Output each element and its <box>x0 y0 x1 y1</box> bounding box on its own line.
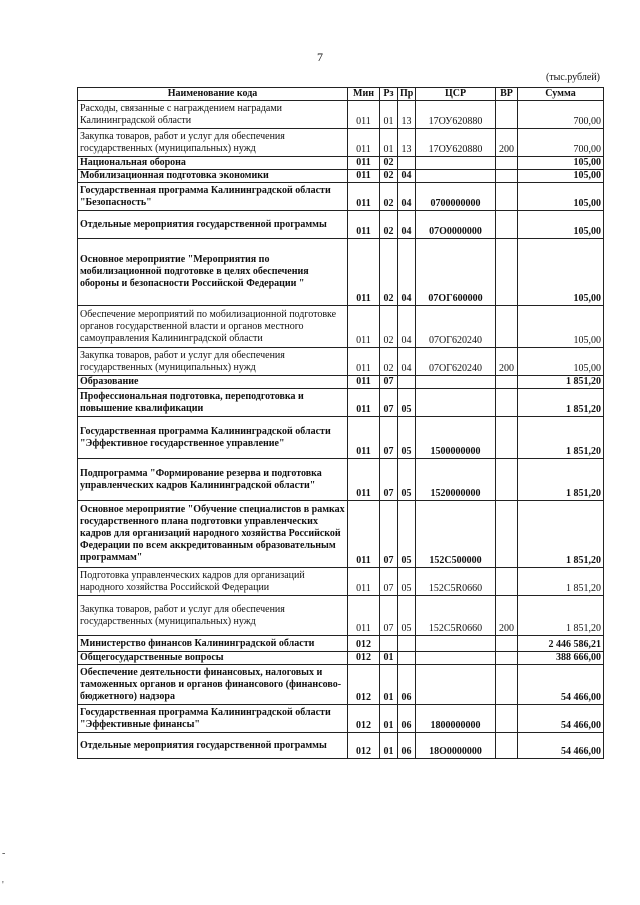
cell-csr: 07ОГ600000 <box>416 239 496 306</box>
cell-vr <box>496 306 518 348</box>
cell-name: Обеспечение мероприятий по мобилизационной подготовке органов государственной власти и органов местного самоуправления Калининградской области <box>78 306 348 348</box>
cell-name: Образование <box>78 376 348 389</box>
cell-sum: 700,00 <box>518 129 604 157</box>
cell-vr <box>496 101 518 129</box>
cell-pr <box>398 376 416 389</box>
cell-pr: 05 <box>398 568 416 596</box>
header-min: Мин <box>348 88 380 101</box>
cell-vr <box>496 568 518 596</box>
cell-rz: 01 <box>380 705 398 733</box>
cell-min: 011 <box>348 101 380 129</box>
cell-min: 012 <box>348 665 380 705</box>
cell-name: Государственная программа Калининградской области "Безопасность" <box>78 183 348 211</box>
table-row <box>78 417 604 459</box>
cell-vr <box>496 705 518 733</box>
cell-vr <box>496 636 518 652</box>
cell-csr: 1800000000 <box>416 705 496 733</box>
table-row <box>78 665 604 705</box>
cell-rz: 02 <box>380 183 398 211</box>
cell-vr: 200 <box>496 596 518 636</box>
cell-sum: 700,00 <box>518 101 604 129</box>
margin-mark: ' <box>2 880 4 891</box>
table-header-row <box>78 88 604 101</box>
cell-name: Основное мероприятие "Мероприятия по мобилизационной подготовке в целях обеспечения обороны и безопасности Российской Федерации " <box>78 239 348 306</box>
cell-pr: 05 <box>398 459 416 501</box>
table-row <box>78 239 604 306</box>
cell-rz: 02 <box>380 306 398 348</box>
table-row <box>78 170 604 183</box>
cell-csr: 0700000000 <box>416 183 496 211</box>
cell-vr: 200 <box>496 348 518 376</box>
cell-pr: 04 <box>398 348 416 376</box>
cell-sum: 388 666,00 <box>518 652 604 665</box>
cell-name: Подготовка управленческих кадров для организаций народного хозяйства Российской Федерации <box>78 568 348 596</box>
cell-min: 011 <box>348 459 380 501</box>
margin-mark: - <box>2 848 6 859</box>
cell-sum: 1 851,20 <box>518 596 604 636</box>
table-row <box>78 705 604 733</box>
table-row <box>78 636 604 652</box>
cell-vr <box>496 170 518 183</box>
cell-name: Министерство финансов Калининградской области <box>78 636 348 652</box>
cell-name: Мобилизационная подготовка экономики <box>78 170 348 183</box>
cell-sum: 54 466,00 <box>518 733 604 759</box>
table-row <box>78 306 604 348</box>
cell-pr: 04 <box>398 211 416 239</box>
cell-name: Профессиональная подготовка, переподготовка и повышение квалификации <box>78 389 348 417</box>
cell-sum: 105,00 <box>518 306 604 348</box>
cell-pr: 04 <box>398 170 416 183</box>
cell-rz: 02 <box>380 211 398 239</box>
cell-pr: 05 <box>398 596 416 636</box>
cell-pr: 06 <box>398 705 416 733</box>
cell-min: 011 <box>348 211 380 239</box>
cell-min: 011 <box>348 568 380 596</box>
cell-name: Закупка товаров, работ и услуг для обеспечения государственных (муниципальных) нужд <box>78 129 348 157</box>
cell-name: Государственная программа Калининградской области "Эффективное государственное управление" <box>78 417 348 459</box>
table-row <box>78 211 604 239</box>
cell-sum: 105,00 <box>518 211 604 239</box>
table-row <box>78 568 604 596</box>
cell-vr <box>496 157 518 170</box>
cell-sum: 1 851,20 <box>518 568 604 596</box>
cell-pr: 13 <box>398 129 416 157</box>
cell-csr: 07О0000000 <box>416 211 496 239</box>
cell-rz: 01 <box>380 665 398 705</box>
cell-vr: 200 <box>496 129 518 157</box>
cell-csr <box>416 389 496 417</box>
cell-sum: 105,00 <box>518 348 604 376</box>
cell-rz: 07 <box>380 459 398 501</box>
cell-min: 011 <box>348 157 380 170</box>
cell-rz: 01 <box>380 652 398 665</box>
cell-rz: 07 <box>380 417 398 459</box>
cell-name: Закупка товаров, работ и услуг для обеспечения государственных (муниципальных) нужд <box>78 596 348 636</box>
cell-pr: 05 <box>398 389 416 417</box>
header-vr: ВР <box>496 88 518 101</box>
cell-pr: 04 <box>398 306 416 348</box>
cell-name: Отдельные мероприятия государственной программы <box>78 211 348 239</box>
table-row <box>78 348 604 376</box>
cell-min: 011 <box>348 596 380 636</box>
cell-rz: 07 <box>380 568 398 596</box>
cell-sum: 105,00 <box>518 239 604 306</box>
table-row <box>78 157 604 170</box>
cell-sum: 1 851,20 <box>518 459 604 501</box>
cell-vr <box>496 211 518 239</box>
cell-rz: 02 <box>380 239 398 306</box>
header-rz: Рз <box>380 88 398 101</box>
cell-csr <box>416 170 496 183</box>
cell-name: Расходы, связанные с награждением наградами Калининградской области <box>78 101 348 129</box>
cell-rz <box>380 636 398 652</box>
cell-min: 011 <box>348 239 380 306</box>
cell-name: Закупка товаров, работ и услуг для обеспечения государственных (муниципальных) нужд <box>78 348 348 376</box>
cell-sum: 1 851,20 <box>518 376 604 389</box>
cell-name: Отдельные мероприятия государственной программы <box>78 733 348 759</box>
cell-sum: 105,00 <box>518 170 604 183</box>
cell-csr: 1520000000 <box>416 459 496 501</box>
cell-min: 011 <box>348 306 380 348</box>
table-row <box>78 501 604 568</box>
cell-name: Обеспечение деятельности финансовых, налоговых и таможенных органов и органов финансового (финансово-бюджетного) надзора <box>78 665 348 705</box>
cell-min: 011 <box>348 417 380 459</box>
cell-vr <box>496 501 518 568</box>
cell-csr: 152С5R0660 <box>416 596 496 636</box>
cell-csr <box>416 157 496 170</box>
cell-name: Основное мероприятие "Обучение специалистов в рамках государственного плана подготовки управленческих кадров для организаций народного хозяйства Российской Федерации по всем аккредитованным образовательным программам" <box>78 501 348 568</box>
cell-sum: 1 851,20 <box>518 417 604 459</box>
page-number: 7 <box>317 50 323 64</box>
table-row <box>78 459 604 501</box>
table-row <box>78 652 604 665</box>
cell-csr <box>416 636 496 652</box>
cell-min: 011 <box>348 389 380 417</box>
cell-csr: 07ОГ620240 <box>416 348 496 376</box>
cell-vr <box>496 417 518 459</box>
cell-csr: 17ОУ620880 <box>416 129 496 157</box>
cell-pr <box>398 652 416 665</box>
table-row <box>78 183 604 211</box>
cell-min: 011 <box>348 376 380 389</box>
cell-rz: 01 <box>380 733 398 759</box>
cell-csr <box>416 376 496 389</box>
cell-rz: 01 <box>380 129 398 157</box>
header-sum: Сумма <box>518 88 604 101</box>
cell-pr: 06 <box>398 733 416 759</box>
cell-csr: 1500000000 <box>416 417 496 459</box>
cell-rz: 02 <box>380 157 398 170</box>
cell-min: 011 <box>348 501 380 568</box>
cell-vr <box>496 459 518 501</box>
cell-vr <box>496 239 518 306</box>
cell-sum: 1 851,20 <box>518 389 604 417</box>
cell-vr <box>496 665 518 705</box>
table-row <box>78 389 604 417</box>
cell-sum: 2 446 586,21 <box>518 636 604 652</box>
cell-pr: 04 <box>398 239 416 306</box>
cell-sum: 105,00 <box>518 157 604 170</box>
cell-rz: 01 <box>380 101 398 129</box>
cell-min: 011 <box>348 170 380 183</box>
header-name: Наименование кода <box>78 88 348 101</box>
cell-sum: 54 466,00 <box>518 665 604 705</box>
cell-name: Национальная оборона <box>78 157 348 170</box>
cell-csr: 18О0000000 <box>416 733 496 759</box>
cell-min: 011 <box>348 348 380 376</box>
cell-pr: 06 <box>398 665 416 705</box>
cell-min: 012 <box>348 705 380 733</box>
cell-rz: 02 <box>380 348 398 376</box>
table-row <box>78 376 604 389</box>
cell-pr <box>398 636 416 652</box>
cell-sum: 1 851,20 <box>518 501 604 568</box>
cell-pr: 04 <box>398 183 416 211</box>
units-label: (тыс.рублей) <box>545 72 600 83</box>
cell-pr: 13 <box>398 101 416 129</box>
cell-rz: 07 <box>380 596 398 636</box>
cell-min: 012 <box>348 652 380 665</box>
cell-vr <box>496 652 518 665</box>
cell-vr <box>496 389 518 417</box>
cell-vr <box>496 376 518 389</box>
cell-rz: 02 <box>380 170 398 183</box>
cell-name: Общегосударственные вопросы <box>78 652 348 665</box>
cell-min: 012 <box>348 636 380 652</box>
table-row <box>78 596 604 636</box>
cell-sum: 54 466,00 <box>518 705 604 733</box>
cell-sum: 105,00 <box>518 183 604 211</box>
cell-vr <box>496 733 518 759</box>
cell-pr: 05 <box>398 501 416 568</box>
cell-pr <box>398 157 416 170</box>
cell-csr <box>416 665 496 705</box>
budget-table <box>77 87 604 759</box>
table-row <box>78 129 604 157</box>
cell-rz: 07 <box>380 389 398 417</box>
header-pr: Пр <box>398 88 416 101</box>
header-csr: ЦСР <box>416 88 496 101</box>
cell-csr: 17ОУ620880 <box>416 101 496 129</box>
cell-min: 011 <box>348 129 380 157</box>
cell-name: Государственная программа Калининградской области "Эффективные финансы" <box>78 705 348 733</box>
cell-csr <box>416 652 496 665</box>
cell-csr: 07ОГ620240 <box>416 306 496 348</box>
table-row <box>78 733 604 759</box>
cell-csr: 152С5R0660 <box>416 568 496 596</box>
cell-csr: 152С500000 <box>416 501 496 568</box>
cell-vr <box>496 183 518 211</box>
cell-min: 012 <box>348 733 380 759</box>
cell-rz: 07 <box>380 501 398 568</box>
cell-min: 011 <box>348 183 380 211</box>
cell-rz: 07 <box>380 376 398 389</box>
cell-pr: 05 <box>398 417 416 459</box>
table-row <box>78 101 604 129</box>
cell-name: Подпрограмма "Формирование резерва и подготовка управленческих кадров Калининградской области" <box>78 459 348 501</box>
